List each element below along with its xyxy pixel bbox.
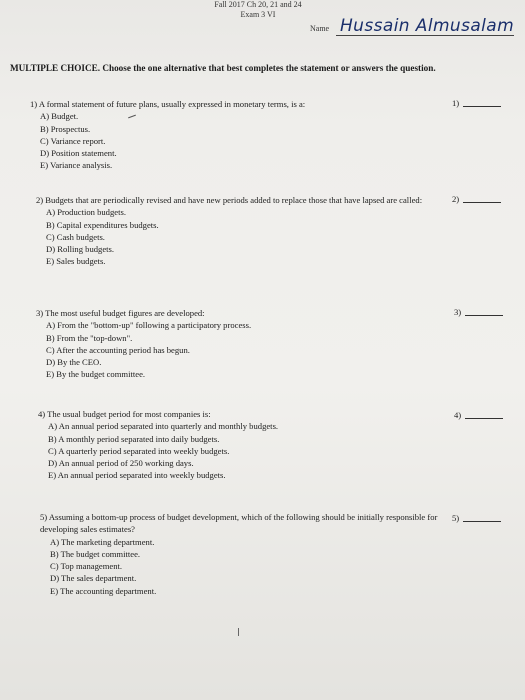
answer-line [463, 202, 501, 203]
answer-blank-4 [454, 410, 503, 420]
option-a: A) The marketing department. [50, 536, 155, 547]
answer-number: 1) [452, 98, 460, 108]
option-d: D) By the CEO. [46, 357, 102, 368]
option-d: D) The sales department. [50, 573, 137, 584]
option-e: E) Variance analysis. [40, 160, 113, 171]
option-d: D) Position statement. [40, 148, 117, 159]
exam-label: Exam 3 VI [240, 10, 276, 19]
answer-blank-2 [452, 194, 501, 204]
answer-line [465, 315, 503, 316]
option-a: A) From the "bottom-up" following a participatory process. [46, 320, 252, 331]
option-e: E) By the budget committee. [46, 369, 146, 380]
answer-number: 2) [452, 194, 460, 204]
question-1 [30, 98, 420, 172]
option-a: A) Production budgets. [46, 207, 126, 218]
answer-blank-3 [454, 307, 503, 317]
question-3 [36, 307, 436, 381]
exam-header [198, 0, 318, 20]
name-field [310, 16, 520, 38]
answer-number: 4) [454, 410, 462, 420]
handwritten-name: Hussain Almusalam [340, 16, 515, 36]
question-text: 3) The most useful budget figures are developed: [36, 308, 205, 318]
answer-number: 3) [454, 307, 462, 317]
margin-mark [238, 628, 239, 636]
question-2 [36, 194, 436, 268]
answer-line [463, 106, 501, 107]
question-text: 2) Budgets that are periodically revised and have new periods added to replace those that have lapsed are called: [36, 195, 423, 205]
answer-blank-1 [452, 98, 501, 108]
answer-line [465, 418, 503, 419]
section-title: MULTIPLE CHOICE. Choose the one alternative that best completes the statement or answers the question. [10, 63, 436, 73]
header-top-text: Fall 2017 Ch 20, 21 and 24 [214, 0, 302, 9]
option-e: E) Sales budgets. [46, 256, 106, 267]
option-b: B) Capital expenditures budgets. [46, 219, 159, 230]
option-d: D) Rolling budgets. [46, 244, 115, 255]
answer-blank-5 [452, 513, 501, 523]
option-e: E) An annual period separated into weekly budgets. [48, 470, 226, 481]
option-c: C) Cash budgets. [46, 231, 105, 242]
question-text: 4) The usual budget period for most companies is: [38, 409, 211, 419]
name-label: Name [310, 24, 330, 33]
option-e: E) The accounting department. [50, 585, 157, 596]
option-b: B) The budget committee. [50, 548, 141, 559]
option-a: A) An annual period separated into quarterly and monthly budgets. [48, 421, 279, 432]
question-5 [40, 511, 438, 597]
answer-number: 5) [452, 513, 460, 523]
option-b: B) Prospectus. [40, 123, 91, 134]
option-c: C) Variance report. [40, 135, 106, 146]
option-d: D) An annual period of 250 working days. [48, 458, 194, 469]
option-c: C) After the accounting period has begun. [46, 344, 190, 355]
option-c: C) A quarterly period separated into weekly budgets. [48, 445, 230, 456]
option-a: A) Budget. [40, 111, 79, 122]
option-b: B) From the "top-down". [46, 332, 133, 343]
question-text: 5) Assuming a bottom-up process of budget development, which of the following should be initially responsible for developing sales estimates? [40, 512, 438, 535]
question-4 [38, 408, 438, 482]
answer-line [463, 521, 501, 522]
question-text: 1) A formal statement of future plans, usually expressed in monetary terms, is a: [30, 99, 306, 109]
option-c: C) Top management. [50, 561, 123, 572]
option-b: B) A monthly period separated into daily budgets. [48, 433, 220, 444]
